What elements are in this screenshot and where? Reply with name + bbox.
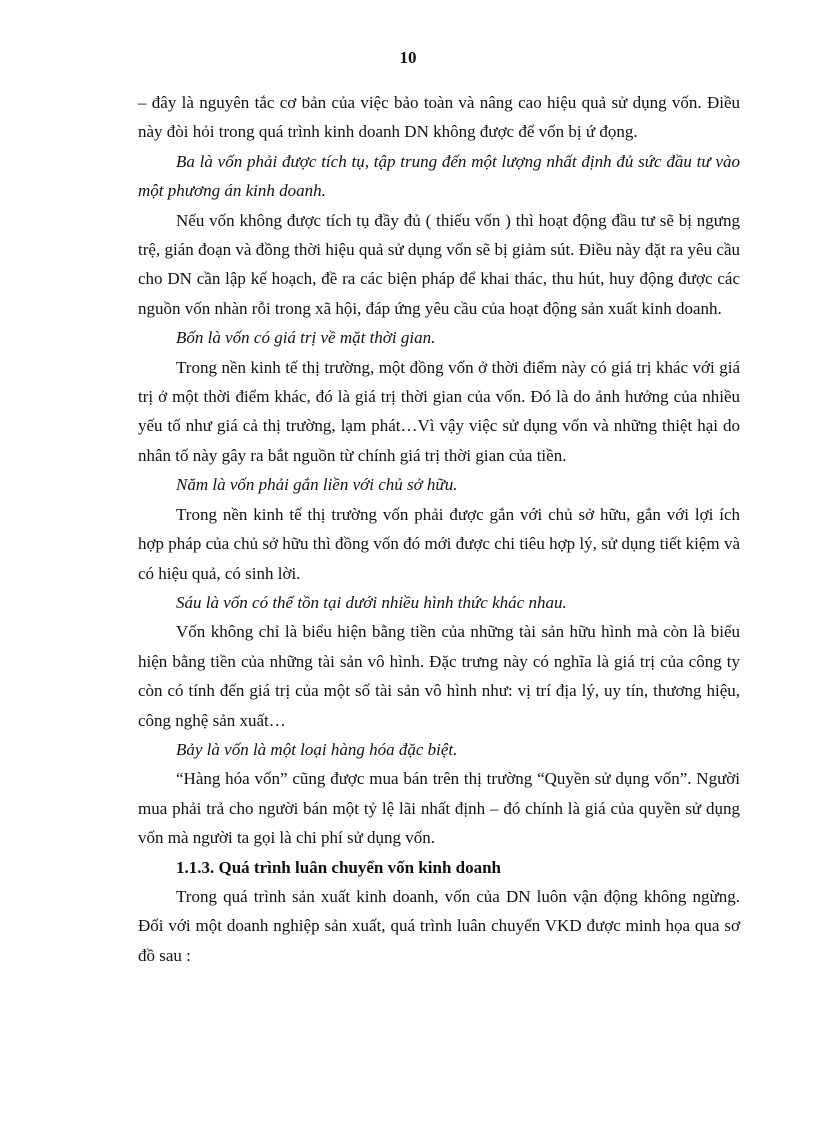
section-heading: 1.1.3. Quá trình luân chuyển vốn kinh doanh — [176, 857, 502, 877]
principle-four-heading: Bốn là vốn có giá trị về mặt thời gian. — [176, 328, 436, 348]
principle-seven-heading: Bảy là vốn là một loại hàng hóa đặc biệt. — [176, 739, 458, 759]
paragraph: “Hàng hóa vốn” cũng được mua bán trên thị trường “Quyền sử dụng vốn”. Người mua phải trả cho người bán một tỷ lệ lãi nhất định – đó chính là giá của quyền sử dụng vốn mà người ta gọi là chi phí sử dụng vốn. — [138, 769, 740, 848]
principle-six-heading: Sáu là vốn có thể tồn tại dưới nhiều hình thức khác nhau. — [176, 592, 567, 612]
paragraph-continuation: – đây là nguyên tắc cơ bản của việc bảo toàn và nâng cao hiệu quả sử dụng vốn. Điều này đòi hỏi trong quá trình kinh doanh DN không được để vốn bị ứ đọng. — [138, 93, 740, 142]
document-body — [138, 88, 740, 970]
principle-five-heading: Năm là vốn phải gắn liền với chủ sở hữu. — [176, 475, 458, 495]
paragraph: Trong quá trình sản xuất kinh doanh, vốn của DN luôn vận động không ngừng. Đối với một doanh nghiệp sản xuất, quá trình luân chuyển VKD được minh họa qua sơ đồ sau : — [138, 886, 740, 965]
paragraph: Vốn không chỉ là biểu hiện bằng tiền của những tài sản hữu hình mà còn là biểu hiện bằng tiền của những tài sản vô hình. Đặc trưng này có nghĩa là giá trị của công ty còn có tính đến giá trị của một số tài sản vô hình như: vị trí địa lý, uy tín, thương hiệu, công nghệ sản xuất… — [138, 622, 740, 730]
paragraph: Nếu vốn không được tích tụ đầy đủ ( thiếu vốn ) thì hoạt động đầu tư sẽ bị ngưng trệ, gián đoạn và đồng thời hiệu quả sử dụng vốn sẽ bị giảm sút. Điều này đặt ra yêu cầu cho DN cần lập kế hoạch, đề ra các biện pháp để khai thác, thu hút, huy động được các nguồn vốn nhàn rỗi trong xã hội, đáp ứng yêu cầu của hoạt động sản xuất kinh doanh. — [138, 210, 740, 318]
page-number: 10 — [399, 48, 417, 67]
principle-three-heading: Ba là vốn phải được tích tụ, tập trung đến một lượng nhất định đủ sức đầu tư vào một phương án kinh doanh. — [138, 151, 740, 201]
paragraph: Trong nền kinh tế thị trường vốn phải được gắn với chủ sở hữu, gắn với lợi ích hợp pháp của chủ sở hữu thì đồng vốn đó mới được chi tiêu hợp lý, sử dụng tiết kiệm và có hiệu quả, có sinh lời. — [138, 504, 740, 583]
paragraph: Trong nền kinh tế thị trường, một đồng vốn ở thời điểm này có giá trị khác với giá trị ở một thời điểm khác, đó là giá trị thời gian của vốn. Đó là do ảnh hưởng của nhiều yếu tố như giá cả thị trường, lạm phát…Vì vậy việc sử dụng vốn và những thiệt hại do nhân tố này gây ra bắt nguồn từ chính giá trị thời gian của tiền. — [138, 357, 740, 465]
